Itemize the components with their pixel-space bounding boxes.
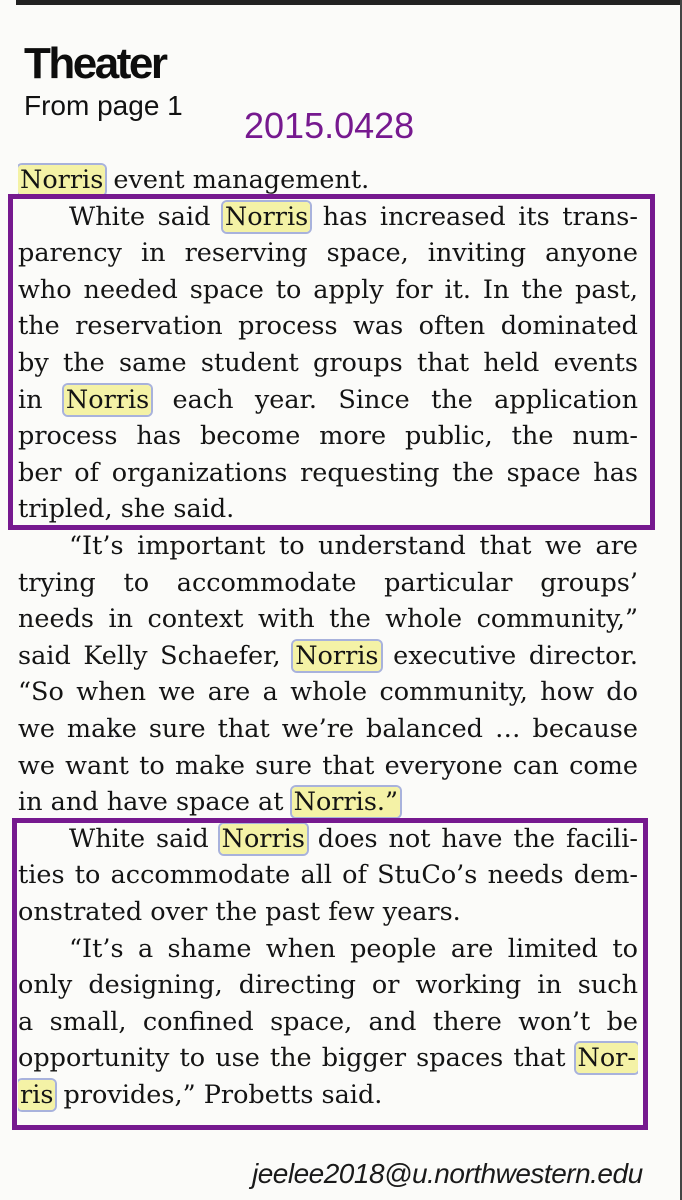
article-line <box>18 711 638 747</box>
line-text: ties to accommodate all of StuCo’s needs dem- <box>18 860 638 891</box>
line-text: ber of organizations requesting the space has <box>18 457 638 488</box>
norris-highlight: ris <box>20 1080 54 1110</box>
line-text: in <box>18 384 64 415</box>
line-text: needs in context with the whole community,” <box>18 604 638 635</box>
line-text: only designing, directing or working in such <box>18 970 638 1001</box>
line-text: has increased its trans- <box>310 201 638 232</box>
date-stamp: 2015.0428 <box>244 105 415 146</box>
line-text: executive director. <box>380 640 638 671</box>
article-line <box>18 748 638 784</box>
line-text: does not have the facili- <box>306 823 638 854</box>
norris-highlight: Norris <box>295 640 379 671</box>
line-text: we want to make sure that everyone can come <box>18 750 638 781</box>
line-text: the reservation process was often dominated <box>18 311 638 342</box>
article-line <box>18 784 638 820</box>
article-line <box>18 638 638 674</box>
article-line <box>18 162 638 198</box>
line-text: said Kelly Schaefer, <box>18 640 294 671</box>
article-line <box>18 674 638 710</box>
norris-highlight: Norris <box>224 201 309 232</box>
norris-highlight: Norris <box>221 823 305 854</box>
norris-highlight: Norris <box>65 384 150 415</box>
line-text: “It’s a shame when people are limited to <box>18 933 638 964</box>
top-rule <box>16 0 682 5</box>
line-text: onstrated over the past few years. <box>18 897 461 927</box>
article-line <box>18 601 638 637</box>
line-text: a small, confined space, and there won’t be <box>18 1006 638 1037</box>
line-text: opportunity to use the bigger spaces that <box>18 1043 576 1074</box>
norris-highlight: Norris.” <box>293 787 399 818</box>
highlight-frame-1 <box>8 194 655 530</box>
line-text: White said <box>18 823 220 854</box>
line-text: by the same student groups that held events <box>18 348 638 378</box>
continuation-label: From page 1 <box>24 90 183 121</box>
line-text: each year. Since the application <box>151 384 638 415</box>
line-text: parency in reserving space, inviting anyone <box>18 238 638 269</box>
highlight-frame-2 <box>12 818 648 1130</box>
article-line <box>18 528 638 564</box>
line-text: trying to accommodate particular groups’ <box>18 567 638 598</box>
line-text: we make sure that we’re balanced … because <box>18 714 638 744</box>
line-text: in and have space at <box>18 787 292 818</box>
line-text: tripled, she said. <box>18 494 235 525</box>
line-text: “It’s important to understand that we are <box>18 531 638 561</box>
line-text: event management. <box>105 165 370 195</box>
line-text: provides,” Probetts said. <box>55 1080 383 1110</box>
line-text: “So when we are a whole community, how do <box>18 677 638 708</box>
line-text: White said <box>18 201 223 232</box>
byline-email: jeelee2018@u.northwestern.edu <box>252 1158 643 1189</box>
norris-highlight: Nor- <box>577 1043 636 1074</box>
section-heading: Theater <box>24 39 166 88</box>
norris-highlight: Norris <box>20 165 104 195</box>
line-text: who needed space to apply for it. In the past, <box>18 274 638 305</box>
line-text: process has become more public, the num- <box>18 421 638 452</box>
article-line <box>18 565 638 601</box>
